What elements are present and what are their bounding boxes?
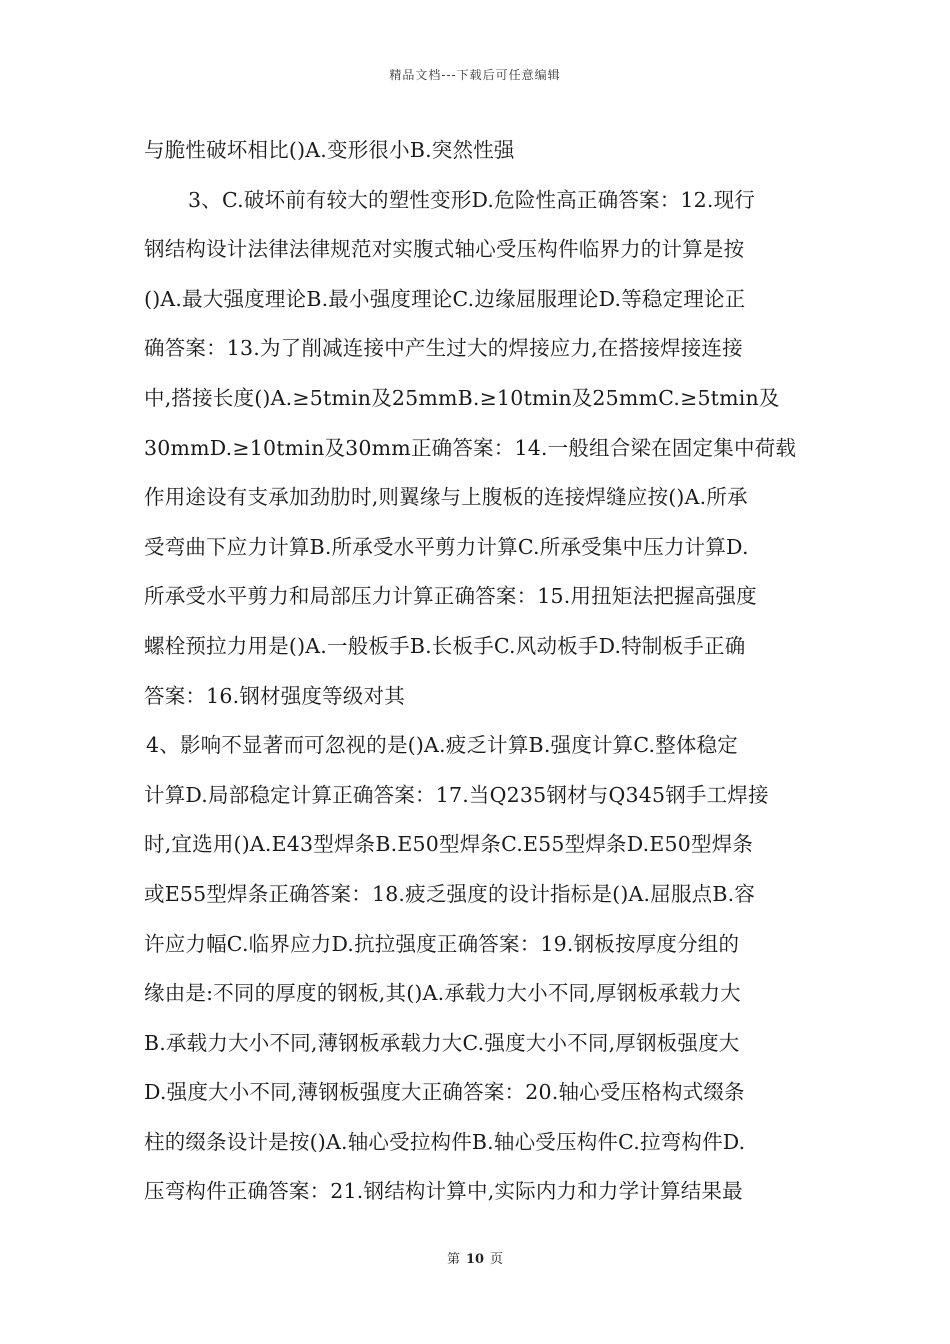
text-line: 钢结构设计法律法律规范对实腹式轴心受压构件临界力的计算是按 — [144, 237, 745, 262]
text-line: 压弯构件正确答案：21.钢结构计算中,实际内力和力学计算结果最 — [144, 1179, 743, 1204]
text-line: 或E55型焊条正确答案：18.疲乏强度的设计指标是()A.屈服点B.容 — [144, 881, 756, 906]
text-line: 答案：16.钢材强度等级对其 — [144, 683, 405, 708]
document-body — [144, 126, 814, 1217]
page-suffix: 页 — [490, 1252, 504, 1267]
text-line: 计算D.局部稳定计算正确答案：17.当Q235钢材与Q345钢手工焊接 — [144, 782, 769, 807]
text-line: D.强度大小不同,薄钢板强度大正确答案：20.轴心受压格构式缀条 — [144, 1080, 745, 1105]
text-line: 4、影响不显著而可忽视的是()A.疲乏计算B.强度计算C.整体稳定 — [146, 733, 739, 758]
text-line: 柱的缀条设计是按()A.轴心受拉构件B.轴心受压构件C.拉弯构件D. — [144, 1129, 746, 1154]
text-line: 3、C.破坏前有较大的塑性变形D.危险性高正确答案：12.现行 — [188, 187, 756, 212]
text-line: B.承载力大小不同,薄钢板承载力大C.强度大小不同,厚钢板强度大 — [144, 1030, 740, 1055]
text-line: 中,搭接长度()A.≥5tmin及25mmB.≥10tmin及25mmC.≥5tmin及 — [144, 385, 780, 410]
text-line: 与脆性破坏相比()A.变形很小B.突然性强 — [144, 138, 515, 162]
text-line: 所承受水平剪力和局部压力计算正确答案：15.用扭矩法把握高强度 — [144, 584, 757, 609]
text-line: 时,宜选用()A.E43型焊条B.E50型焊条C.E55型焊条D.E50型焊条 — [144, 832, 754, 857]
page-header: 精品文档---下载后可任意编辑 — [389, 68, 561, 82]
text-line: 30mmD.≥10tmin及30mm正确答案：14.一般组合梁在固定集中荷载 — [144, 435, 797, 460]
text-line: ()A.最大强度理论B.最小强度理论C.边缘屈服理论D.等稳定理论正 — [144, 286, 746, 311]
page-prefix: 第 — [446, 1252, 460, 1267]
page-footer — [0, 1248, 950, 1267]
text-line: 受弯曲下应力计算B.所承受水平剪力计算C.所承受集中压力计算D. — [144, 534, 749, 559]
text-line: 螺栓预拉力用是()A.一般板手B.长板手C.风动板手D.特制板手正确 — [144, 633, 746, 658]
page-number: 10 — [465, 1252, 485, 1267]
text-line: 作用途设有支承加劲肋时,则翼缘与上腹板的连接焊缝应按()A.所承 — [144, 485, 748, 510]
text-line: 确答案：13.为了削减连接中产生过大的焊接应力,在搭接焊接连接 — [144, 336, 743, 361]
text-line: 许应力幅C.临界应力D.抗拉强度正确答案：19.钢板按厚度分组的 — [144, 931, 740, 956]
text-line: 缘由是:不同的厚度的钢板,其()A.承载力大小不同,厚钢板承载力大 — [144, 981, 741, 1006]
